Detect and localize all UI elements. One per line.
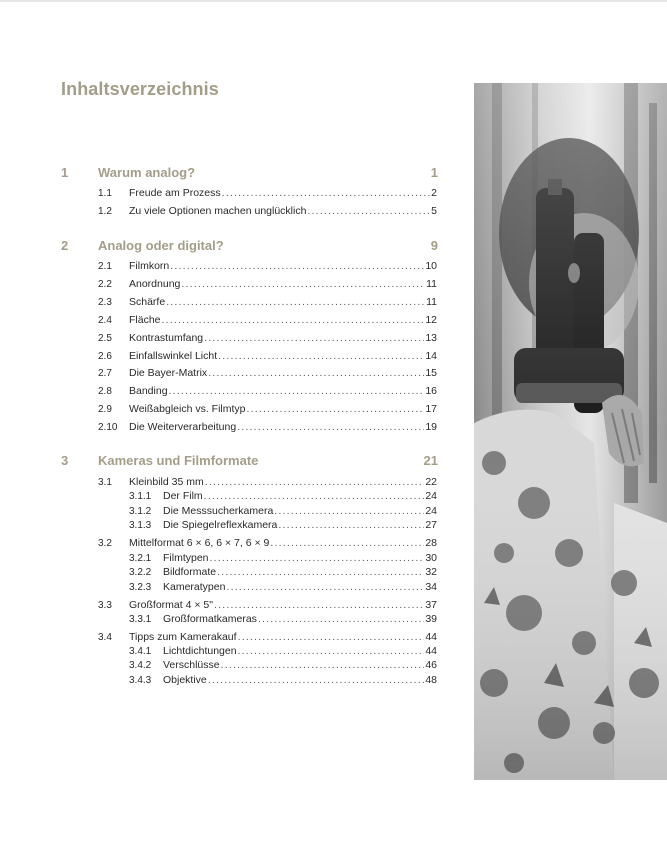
leader-dots (221, 659, 425, 672)
entry-title: Anordnung (129, 278, 181, 290)
entry-number: 3.2.3 (129, 582, 152, 593)
entry-title: Kameratypen (163, 581, 226, 593)
entry-number: 2.3 (98, 297, 112, 308)
toc-subentry[interactable] (0, 519, 437, 532)
toc-subentry[interactable] (0, 659, 437, 672)
toc-entry[interactable] (0, 631, 437, 644)
entry-page: 17 (425, 403, 437, 415)
leader-dots (270, 537, 424, 550)
entry-page: 16 (425, 385, 437, 397)
entry-number: 1.2 (98, 206, 112, 217)
entry-number: 1.1 (98, 188, 112, 199)
chapter-number: 1 (61, 165, 69, 180)
leader-dots (217, 566, 424, 579)
entry-page: 44 (425, 631, 437, 643)
leader-dots (278, 519, 424, 532)
toc-subentry[interactable] (0, 613, 437, 626)
entry-title: Tipps zum Kamerakauf (129, 631, 237, 643)
leader-dots (169, 385, 425, 398)
entry-page: 14 (425, 350, 437, 362)
entry-page: 44 (425, 645, 437, 657)
entry-number: 2.4 (98, 315, 112, 326)
entry-title: Fläche (129, 314, 161, 326)
leader-dots (218, 350, 424, 363)
toc-subentry[interactable] (0, 566, 437, 579)
entry-number: 3.4.2 (129, 660, 152, 671)
leader-dots (214, 599, 424, 612)
entry-title: Die Spiegelreflexkamera (163, 519, 278, 531)
entry-title: Die Weiterverarbeitung (129, 421, 237, 433)
chapter-page: 21 (423, 453, 438, 468)
entry-page: 15 (425, 367, 437, 379)
chapter-title: Kameras und Filmformate (98, 453, 259, 468)
entry-number: 2.5 (98, 333, 112, 344)
entry-page: 12 (425, 314, 437, 326)
entry-title: Die Messsucherkamera (163, 505, 274, 517)
entry-number: 3.2 (98, 538, 112, 549)
entry-title: Weißabgleich vs. Filmtyp (129, 403, 246, 415)
entry-title: Schärfe (129, 296, 166, 308)
toc-entry[interactable] (0, 278, 437, 291)
entry-page: 32 (425, 566, 437, 578)
entry-number: 3.3.1 (129, 614, 152, 625)
toc-entry[interactable] (0, 476, 437, 489)
entry-page: 28 (425, 537, 437, 549)
entry-page: 27 (425, 519, 437, 531)
entry-number: 3.2.1 (129, 553, 152, 564)
entry-number: 3.4.1 (129, 646, 152, 657)
leader-dots (210, 552, 425, 565)
chapter-number: 2 (61, 238, 69, 253)
toc-subentry[interactable] (0, 581, 437, 594)
entry-number: 3.4.3 (129, 675, 152, 686)
toc-entry[interactable] (0, 332, 437, 345)
entry-page: 39 (425, 613, 437, 625)
leader-dots (208, 367, 424, 380)
entry-page: 5 (431, 205, 437, 217)
entry-title: Objektive (163, 674, 207, 686)
entry-page: 22 (425, 476, 437, 488)
toc-entry[interactable] (0, 385, 437, 398)
page-title: Inhaltsverzeichnis (61, 79, 219, 99)
entry-title: Kleinbild 35 mm (129, 476, 204, 488)
entry-number: 2.10 (98, 422, 118, 433)
entry-number: 2.6 (98, 351, 112, 362)
entry-number: 2.8 (98, 386, 112, 397)
entry-number: 3.4 (98, 632, 112, 643)
chapter-title: Warum analog? (98, 165, 196, 180)
entry-title: Der Film (163, 490, 203, 502)
toc-subentry[interactable] (0, 645, 437, 658)
leader-dots (226, 581, 424, 594)
entry-title: Mittelformat 6 × 6, 6 × 7, 6 × 9 (129, 537, 270, 549)
toc-subentry[interactable] (0, 674, 437, 687)
toc-subentry[interactable] (0, 552, 437, 565)
toc-entry[interactable] (0, 260, 437, 273)
entry-title: Banding (129, 385, 168, 397)
chapter-title: Analog oder digital? (98, 238, 224, 253)
leader-dots (170, 260, 424, 273)
entry-title: Bildformate (163, 566, 217, 578)
photo-woman-binoculars (474, 83, 667, 780)
entry-title: Großformatkameras (163, 613, 257, 625)
entry-number: 3.1.1 (129, 491, 152, 502)
photo-illustration (474, 83, 667, 780)
entry-number: 3.1.3 (129, 520, 152, 531)
entry-page: 24 (425, 490, 437, 502)
leader-dots (208, 674, 425, 687)
entry-number: 3.3 (98, 600, 112, 611)
toc-entry[interactable] (0, 599, 437, 612)
chapter-number: 3 (61, 453, 69, 468)
chapter-page: 9 (430, 238, 438, 253)
entry-title: Freude am Prozess (129, 187, 221, 199)
leader-dots (274, 505, 424, 518)
entry-page: 46 (425, 659, 437, 671)
toc-subentry[interactable] (0, 490, 437, 503)
entry-page: 34 (425, 581, 437, 593)
toc-entry[interactable] (0, 367, 437, 380)
entry-page: 30 (425, 552, 437, 564)
entry-number: 3.1.2 (129, 506, 152, 517)
leader-dots (205, 476, 425, 489)
entry-title: Die Bayer-Matrix (129, 367, 208, 379)
entry-title: Einfallswinkel Licht (129, 350, 218, 362)
toc-entry[interactable] (0, 205, 437, 218)
entry-page: 11 (426, 296, 437, 308)
toc-entry[interactable] (0, 421, 437, 434)
entry-page: 48 (425, 674, 437, 686)
entry-page: 37 (425, 599, 437, 611)
entry-number: 2.9 (98, 404, 112, 415)
leader-dots (307, 205, 430, 218)
leader-dots (204, 490, 425, 503)
leader-dots (237, 421, 424, 434)
entry-title: Lichtdichtungen (163, 645, 237, 657)
leader-dots (204, 332, 424, 345)
entry-page: 13 (425, 332, 437, 344)
entry-page: 2 (431, 187, 437, 199)
toc-entry[interactable] (0, 187, 437, 200)
leader-dots (222, 187, 431, 200)
toc-entry[interactable] (0, 314, 437, 327)
toc-entry[interactable] (0, 296, 437, 309)
toc-entry[interactable] (0, 350, 437, 363)
entry-title: Verschlüsse (163, 659, 220, 671)
entry-title: Filmkorn (129, 260, 170, 272)
leader-dots (162, 314, 425, 327)
leader-dots (238, 645, 425, 658)
entry-page: 19 (425, 421, 437, 433)
leader-dots (166, 296, 425, 309)
entry-number: 2.1 (98, 261, 112, 272)
entry-title: Kontrastumfang (129, 332, 204, 344)
toc-subentry[interactable] (0, 505, 437, 518)
entry-number: 3.1 (98, 477, 112, 488)
leader-dots (238, 631, 425, 644)
chapter-page: 1 (430, 165, 438, 180)
entry-page: 11 (426, 278, 437, 290)
entry-page: 10 (425, 260, 437, 272)
entry-title: Großformat 4 × 5" (129, 599, 213, 611)
entry-number: 2.7 (98, 368, 112, 379)
entry-number: 3.2.2 (129, 567, 152, 578)
toc-entry[interactable] (0, 537, 437, 550)
entry-number: 2.2 (98, 279, 112, 290)
leader-dots (258, 613, 424, 626)
toc-entry[interactable] (0, 403, 437, 416)
entry-title: Zu viele Optionen machen unglücklich (129, 205, 307, 217)
entry-page: 24 (425, 505, 437, 517)
leader-dots (181, 278, 425, 291)
entry-title: Filmtypen (163, 552, 209, 564)
leader-dots (247, 403, 425, 416)
